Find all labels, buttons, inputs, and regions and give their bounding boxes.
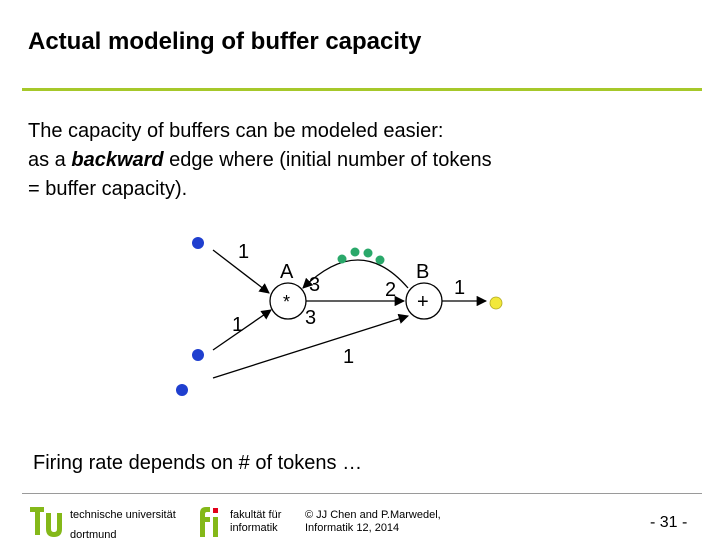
body-emphasis: backward [71,149,164,171]
uni-name-line2: dortmund [70,529,117,541]
token-backward [351,248,360,257]
actor-a-label: A [280,261,294,283]
token-input-bottom [176,384,188,396]
copyright-line1: © JJ Chen and P.Marwedel, [305,509,441,521]
rate-a-back: 3 [305,307,317,329]
rate-in-mid: 1 [232,314,244,336]
token-backward [376,256,385,265]
slide-title: Actual modeling of buffer capacity [28,28,422,55]
body-line-2-post: edge where (initial number of tokens [163,149,492,171]
faculty-line2: informatik [230,522,278,534]
rate-in-top: 1 [238,241,250,263]
rate-b-in: 2 [385,279,397,301]
note-text: Firing rate depends on # of tokens … [33,452,363,474]
page-number: - 31 - [650,514,688,531]
token-output [490,297,502,309]
body-line-3: = buffer capacity). [28,178,188,200]
token-backward [364,249,373,258]
token-backward [338,255,347,264]
actor-b-symbol: + [417,291,429,313]
rate-bottom: 1 [343,346,355,368]
faculty-line1: fakultät für [230,509,282,521]
body-line-2-pre: as a [28,149,72,171]
token-input-top [192,237,204,249]
tu-logo-icon [30,505,70,539]
copyright-line2: Informatik 12, 2014 [305,522,400,534]
rate-a-out: 3 [309,274,321,296]
body-line-1: The capacity of buffers can be modeled easier: [28,120,444,142]
fi-logo-icon [196,505,224,539]
actor-b-label: B [416,261,430,283]
rate-b-out: 1 [454,277,466,299]
actor-a-symbol: * [283,292,291,312]
uni-name-line1: technische universität [70,509,176,521]
token-input-mid [192,349,204,361]
footer-rule [22,493,702,494]
